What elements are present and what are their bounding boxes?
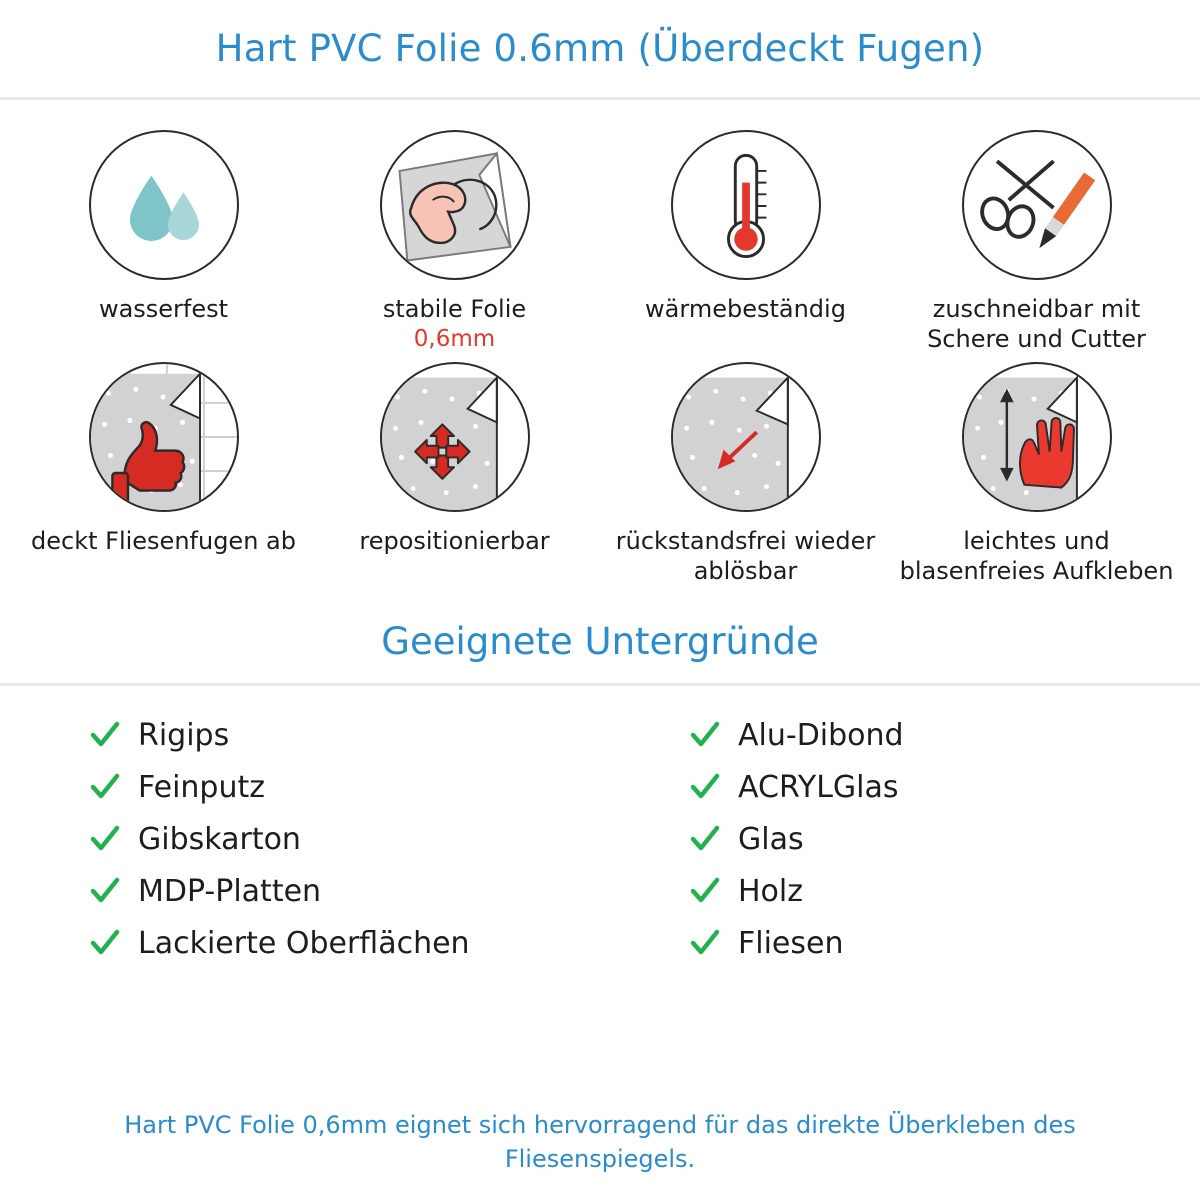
- list-item: [90, 920, 600, 966]
- feature-grid: [0, 100, 1200, 586]
- list-item-label: MDP-Platten: [138, 873, 322, 909]
- footer-note: Hart PVC Folie 0,6mm eignet sich hervorragend für das direkte Überkleben des Fliesenspiegels.: [124, 1110, 1076, 1173]
- list-item-label: ACRYLGlas: [738, 769, 899, 805]
- list-item-label: Fliesen: [738, 925, 844, 961]
- page-header: [0, 0, 1200, 100]
- check-icon: [90, 772, 120, 802]
- substrate-column-right: [600, 712, 1110, 966]
- reposition-arrows-icon: [380, 362, 530, 512]
- thermometer-icon: [671, 130, 821, 280]
- scissors-cutter-icon: [962, 130, 1112, 280]
- substrate-column-left: [90, 712, 600, 966]
- list-item: [690, 920, 1110, 966]
- feature-sublabel: 0,6mm: [413, 326, 496, 352]
- list-item: [90, 712, 600, 758]
- list-item-label: Glas: [738, 821, 804, 857]
- feature-waermebestaendig: [600, 130, 891, 354]
- feature-blasenfrei: [891, 362, 1182, 586]
- list-item-label: Gibskarton: [138, 821, 301, 857]
- check-icon: [690, 876, 720, 906]
- feature-wasserfest: [18, 130, 309, 354]
- feature-label: zuschneidbar mit Schere und Cutter: [927, 295, 1146, 353]
- feature-zuschneidbar: [891, 130, 1182, 354]
- list-item: [690, 816, 1110, 862]
- check-icon: [90, 876, 120, 906]
- feature-label: leichtes und blasenfreies Aufkleben: [899, 527, 1174, 585]
- list-item: [90, 816, 600, 862]
- list-item: [690, 764, 1110, 810]
- list-item-label: Lackierte Oberflächen: [138, 925, 470, 961]
- check-icon: [90, 824, 120, 854]
- check-icon: [90, 720, 120, 750]
- check-icon: [690, 824, 720, 854]
- page-title: Hart PVC Folie 0.6mm (Überdeckt Fugen): [215, 27, 985, 70]
- list-item: [90, 868, 600, 914]
- list-item-label: Rigips: [138, 717, 230, 753]
- list-item: [690, 868, 1110, 914]
- substrate-lists: [0, 712, 1200, 966]
- feature-label: repositionierbar: [359, 527, 550, 555]
- check-icon: [690, 772, 720, 802]
- subtitle-band: [0, 620, 1200, 686]
- feature-label: wärmebeständig: [645, 295, 846, 323]
- feature-label: wasserfest: [98, 295, 229, 323]
- feature-stabile-folie: [309, 130, 600, 354]
- check-icon: [690, 928, 720, 958]
- feature-ruecklosbar: [600, 362, 891, 586]
- list-item-label: Holz: [738, 873, 803, 909]
- feature-repositionierbar: [309, 362, 600, 586]
- list-item: [90, 764, 600, 810]
- peel-off-arrow-icon: [671, 362, 821, 512]
- check-icon: [690, 720, 720, 750]
- list-item: [690, 712, 1110, 758]
- feature-label: stabile Folie: [382, 295, 527, 323]
- section-subtitle: Geeignete Untergründe: [381, 620, 819, 663]
- hand-smoothing-icon: [962, 362, 1112, 512]
- list-item-label: Alu-Dibond: [738, 717, 904, 753]
- feature-deckt-fliesenfugen: [18, 362, 309, 586]
- flexing-arm-foil-icon: [380, 130, 530, 280]
- thumbs-up-tile-joint-icon: [89, 362, 239, 512]
- feature-label: rückstandsfrei wieder ablösbar: [615, 527, 876, 585]
- feature-label: deckt Fliesenfugen ab: [31, 527, 296, 555]
- check-icon: [90, 928, 120, 958]
- list-item-label: Feinputz: [138, 769, 265, 805]
- water-drops-icon: [89, 130, 239, 280]
